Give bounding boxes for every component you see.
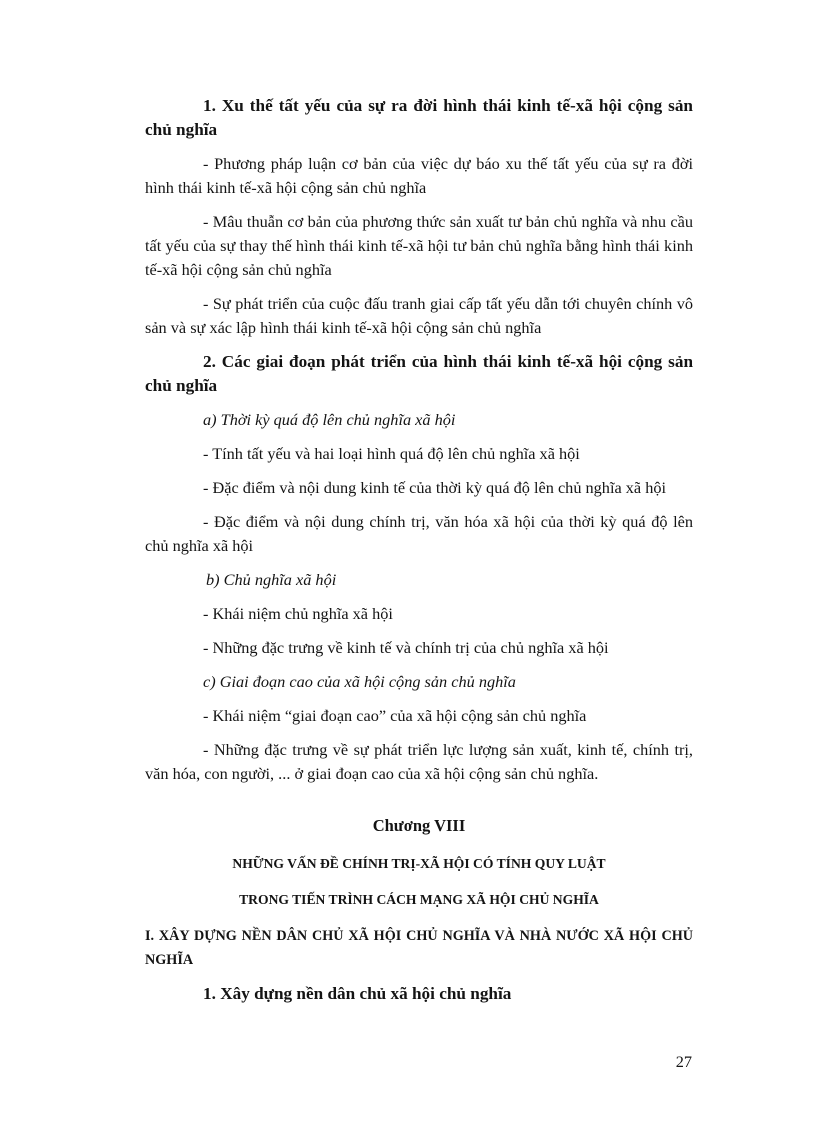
paragraph: - Khái niệm “giai đoạn cao” của xã hội cộng sản chủ nghĩa — [203, 706, 587, 725]
paragraph: - Khái niệm chủ nghĩa xã hội — [203, 604, 393, 623]
paragraph: - Những đặc trưng về kinh tế và chính trị của chủ nghĩa xã hội — [203, 638, 609, 657]
chapter-title-line-1: NHỮNG VẤN ĐỀ CHÍNH TRỊ-XÃ HỘI CÓ TÍNH QUY LUẬT — [232, 856, 606, 871]
heading-1: 1. Xu thế tất yếu của sự ra đời hình thái kinh tế-xã hội cộng sản chủ nghĩa — [145, 96, 693, 139]
subheading-a: a) Thời kỳ quá độ lên chủ nghĩa xã hội — [203, 410, 456, 429]
paragraph: - Phương pháp luận cơ bản của việc dự báo xu thế tất yếu của sự ra đời hình thái kinh tế-xã hội cộng sản chủ nghĩa — [145, 154, 693, 197]
chapter-title-line-2: TRONG TIẾN TRÌNH CÁCH MẠNG XÃ HỘI CHỦ NGHĨA — [239, 892, 599, 907]
subheading-b: b) Chủ nghĩa xã hội — [206, 570, 337, 589]
paragraph: - Đặc điểm và nội dung chính trị, văn hóa xã hội của thời kỳ quá độ lên chủ nghĩa xã hội — [145, 512, 693, 555]
subsection-heading: 1. Xây dựng nền dân chủ xã hội chủ nghĩa — [203, 984, 512, 1003]
paragraph: - Đặc điểm và nội dung kinh tế của thời kỳ quá độ lên chủ nghĩa xã hội — [203, 478, 667, 497]
section-heading: I. XÂY DỰNG NỀN DÂN CHỦ XÃ HỘI CHỦ NGHĨA VÀ NHÀ NƯỚC XÃ HỘI CHỦ NGHĨA — [145, 928, 693, 968]
paragraph: - Mâu thuẫn cơ bản của phương thức sản xuất tư bản chủ nghĩa và nhu cầu tất yếu của sự thay thế hình thái kinh tế-xã hội tư bản chủ nghĩa bằng hình thái kinh tế-xã hội cộng sản chủ nghĩa — [145, 212, 693, 279]
heading-2: 2. Các giai đoạn phát triển của hình thái kinh tế-xã hội cộng sản chủ nghĩa — [145, 352, 693, 395]
document-page — [145, 94, 693, 1016]
paragraph: - Những đặc trưng về sự phát triển lực lượng sản xuất, kinh tế, chính trị, văn hóa, con người, ... ở giai đoạn cao của xã hội cộng sản chủ nghĩa. — [145, 740, 693, 783]
page-number: 27 — [675, 1052, 692, 1071]
paragraph: - Tính tất yếu và hai loại hình quá độ lên chủ nghĩa xã hội — [203, 444, 580, 463]
subheading-c: c) Giai đoạn cao của xã hội cộng sản chủ nghĩa — [203, 672, 516, 691]
paragraph: - Sự phát triển của cuộc đấu tranh giai cấp tất yếu dẫn tới chuyên chính vô sản và sự xác lập hình thái kinh tế-xã hội cộng sản chủ nghĩa — [145, 294, 693, 337]
chapter-label: Chương VIII — [372, 816, 466, 835]
